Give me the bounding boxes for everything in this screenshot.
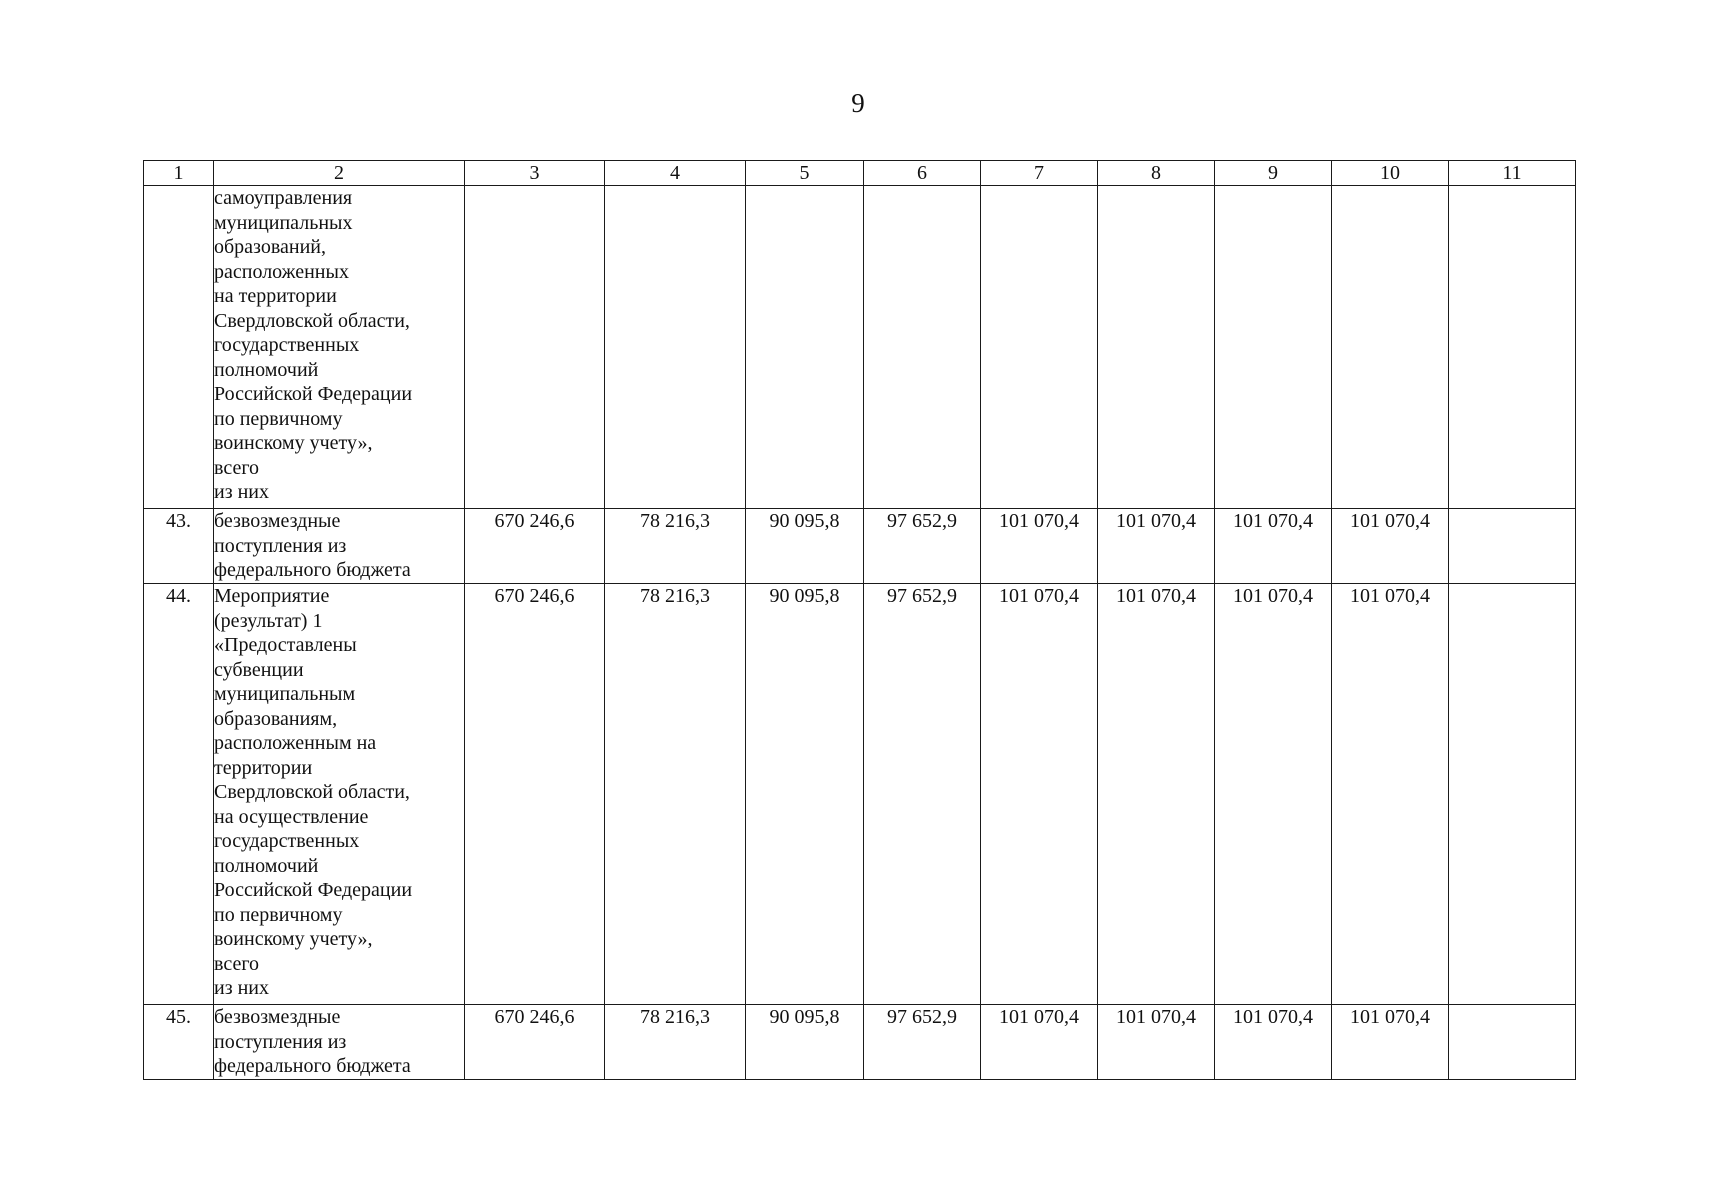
row-description-cell <box>214 1005 465 1080</box>
description-line: Мероприятие <box>214 585 330 607</box>
table-row <box>144 584 1576 1005</box>
description-line: поступления из <box>214 1030 347 1053</box>
description-line: воинскому учету», <box>214 928 373 950</box>
description-line: территории <box>214 756 313 779</box>
row-description-cell <box>214 509 465 584</box>
value-cell <box>1449 1005 1576 1080</box>
description-line: Российской Федерации <box>214 879 413 901</box>
description-line: всего <box>214 456 260 479</box>
value-cell: 101 070,4 <box>1332 509 1449 584</box>
row-number-cell <box>144 186 214 509</box>
description-line: субвенции <box>214 658 304 681</box>
column-header: 2 <box>214 161 465 186</box>
value-cell: 101 070,4 <box>1215 584 1332 1005</box>
value-cell <box>746 186 864 509</box>
description-line: безвозмездные <box>214 1006 341 1028</box>
row-number-cell: 45. <box>144 1005 214 1080</box>
column-header: 8 <box>1098 161 1215 186</box>
column-header: 7 <box>981 161 1098 186</box>
column-header: 6 <box>864 161 981 186</box>
description-line: самоуправления <box>214 187 353 209</box>
value-cell: 101 070,4 <box>1098 1005 1215 1080</box>
budget-table <box>143 160 1576 1080</box>
description-line: безвозмездные <box>214 510 341 532</box>
value-cell: 101 070,4 <box>981 509 1098 584</box>
value-cell <box>981 186 1098 509</box>
description-line: из них <box>214 481 270 503</box>
value-cell: 670 246,6 <box>465 509 605 584</box>
value-cell: 101 070,4 <box>1098 584 1215 1005</box>
value-cell: 101 070,4 <box>1332 584 1449 1005</box>
description-line: на территории <box>214 285 337 307</box>
value-cell: 97 652,9 <box>864 509 981 584</box>
page-number: 9 <box>851 88 865 118</box>
table-row <box>144 509 1576 584</box>
value-cell: 101 070,4 <box>981 584 1098 1005</box>
description-line: по первичному <box>214 407 343 430</box>
column-header: 5 <box>746 161 864 186</box>
value-cell: 78 216,3 <box>605 584 746 1005</box>
value-cell: 78 216,3 <box>605 509 746 584</box>
value-cell: 97 652,9 <box>864 584 981 1005</box>
value-cell: 101 070,4 <box>981 1005 1098 1080</box>
row-number-cell: 43. <box>144 509 214 584</box>
row-description-cell <box>214 584 465 1005</box>
description-line: муниципальным <box>214 683 356 705</box>
description-line: из них <box>214 977 270 999</box>
value-cell <box>1098 186 1215 509</box>
value-cell <box>1215 186 1332 509</box>
value-cell <box>605 186 746 509</box>
value-cell <box>1449 186 1576 509</box>
description-line: расположенных <box>214 260 349 283</box>
description-line: расположенным на <box>214 732 377 754</box>
column-header: 4 <box>605 161 746 186</box>
description-line: федерального бюджета <box>214 559 411 581</box>
value-cell: 101 070,4 <box>1332 1005 1449 1080</box>
description-line: воинскому учету», <box>214 432 373 454</box>
description-line: (результат) 1 <box>214 609 323 632</box>
column-header: 9 <box>1215 161 1332 186</box>
description-line: федерального бюджета <box>214 1055 411 1077</box>
description-line: поступления из <box>214 534 347 557</box>
value-cell: 90 095,8 <box>746 1005 864 1080</box>
value-cell: 101 070,4 <box>1215 1005 1332 1080</box>
value-cell: 670 246,6 <box>465 1005 605 1080</box>
value-cell <box>1332 186 1449 509</box>
column-number-header-row <box>144 161 1576 186</box>
description-line: образованиям, <box>214 707 338 730</box>
row-description-cell <box>214 186 465 509</box>
row-number-cell: 44. <box>144 584 214 1005</box>
value-cell: 97 652,9 <box>864 1005 981 1080</box>
value-cell: 90 095,8 <box>746 509 864 584</box>
column-header: 11 <box>1449 161 1576 186</box>
description-line: государственных <box>214 334 360 356</box>
description-line: на осуществление <box>214 805 369 828</box>
description-line: всего <box>214 952 260 975</box>
description-line: государственных <box>214 830 360 852</box>
value-cell: 101 070,4 <box>1098 509 1215 584</box>
value-cell <box>465 186 605 509</box>
description-line: муниципальных <box>214 211 353 234</box>
description-line: по первичному <box>214 903 343 926</box>
value-cell <box>1449 509 1576 584</box>
column-header: 3 <box>465 161 605 186</box>
description-line: Свердловской области, <box>214 309 410 332</box>
description-line: полномочий <box>214 854 319 877</box>
column-header: 10 <box>1332 161 1449 186</box>
value-cell: 78 216,3 <box>605 1005 746 1080</box>
description-line: Российской Федерации <box>214 383 413 405</box>
table-row <box>144 186 1576 509</box>
description-line: полномочий <box>214 358 319 381</box>
description-line: «Предоставлены <box>214 634 357 656</box>
value-cell <box>864 186 981 509</box>
value-cell: 670 246,6 <box>465 584 605 1005</box>
value-cell: 101 070,4 <box>1215 509 1332 584</box>
column-header: 1 <box>144 161 214 186</box>
table-row <box>144 1005 1576 1080</box>
value-cell <box>1449 584 1576 1005</box>
description-line: образований, <box>214 236 327 258</box>
description-line: Свердловской области, <box>214 781 410 803</box>
value-cell: 90 095,8 <box>746 584 864 1005</box>
